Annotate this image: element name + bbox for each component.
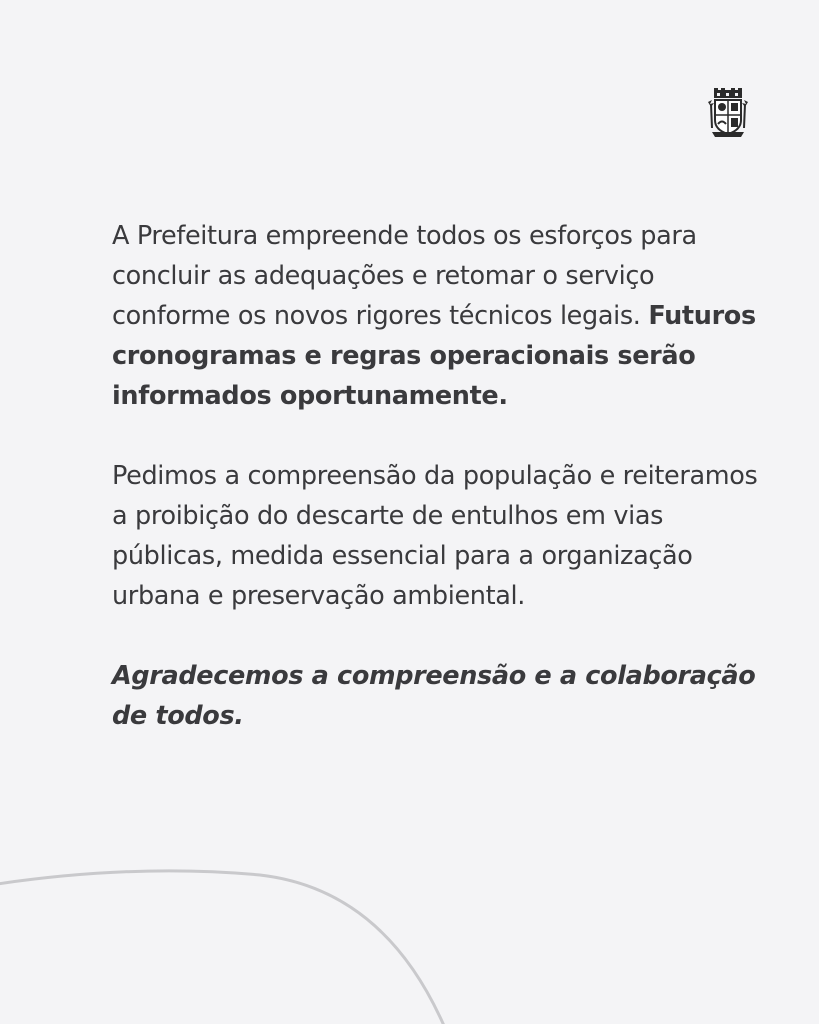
coat-of-arms-logo — [702, 88, 754, 140]
announcement-body — [112, 216, 762, 776]
paragraph-adequacoes — [112, 216, 762, 416]
paragraph-compreensao: Pedimos a compreensão da população e reiteramos a proibição do descarte de entulhos em vias públicas, medida essencial para a organização urbana e preservação ambiental. — [112, 461, 758, 611]
closing-thanks: Agradecemos a compreensão e a colaboração de todos. — [112, 661, 756, 731]
paragraph-adequacoes-text: A Prefeitura empreende todos os esforços para concluir as adequações e retomar o serviço conforme os novos rigores técnicos legais. — [112, 221, 697, 331]
paragraph-adequacoes-highlight: Futuros cronogramas e regras operacionais serão informados oportunamente. — [112, 301, 756, 411]
